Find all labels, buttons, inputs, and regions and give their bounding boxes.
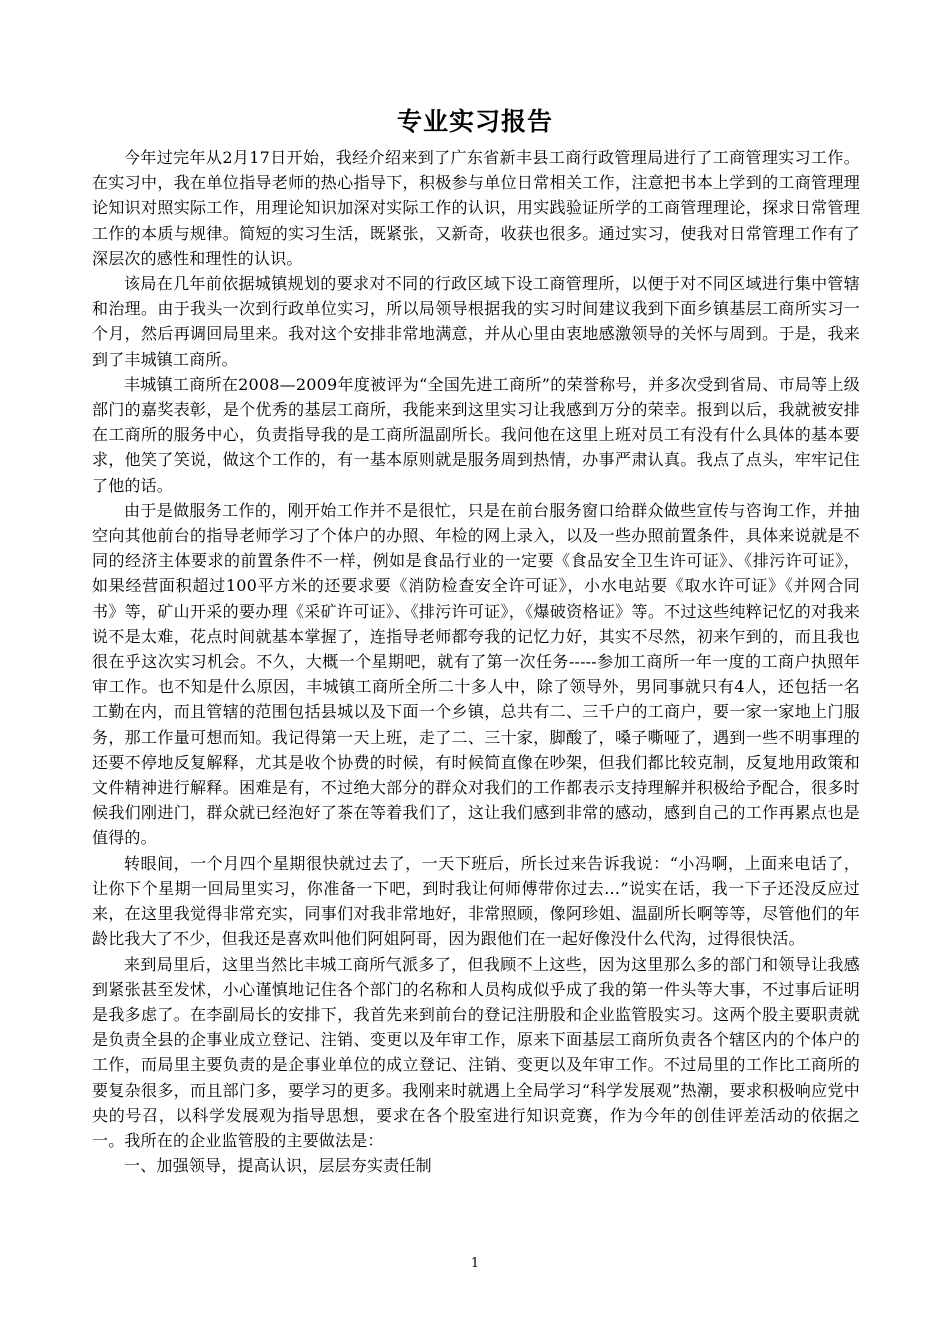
section-heading: 一、加强领导，提高认识，层层夯实责任制 [124,1156,432,1176]
document-body [92,145,860,1178]
paragraph-3: 丰城镇工商所在2008—2009年度被评为“全国先进工商所”的荣誉称号，并多次受到省局、市局等上级部门的嘉奖表彰，是个优秀的基层工商所，我能来到这里实习让我感到万分的荣幸。报到以后，我就被安排在工商所的服务中心，负责指导我的是工商所温副所长。我问他在这里上班对员工有没有什么具体的基本要求，他笑了笑说，做这个工作的，有一基本原则就是服务周到热情，办事严肃认真。我点了点头，牢牢记住了他的话。 [92,374,860,495]
paragraph-2: 该局在几年前依据城镇规划的要求对不同的行政区域下设工商管理所，以便于对不同区域进行集中管辖和治理。由于我头一次到行政单位实习，所以局领导根据我的实习时间建议我到下面乡镇基层工商所实习一个月，然后再调回局里来。我对这个安排非常地满意，并从心里由衷地感激领导的关怀与周到。于是，我来到了丰城镇工商所。 [92,274,860,369]
document-title: 专业实习报告 [396,107,553,136]
paragraph-5: 转眼间，一个月四个星期很快就过去了，一天下班后，所长过来告诉我说：“小冯啊，上面来电话了，让你下个星期一回局里实习，你准备一下吧，到时我让何师傅带你过去…”说实在话，我一下子还没反应过来，在这里我觉得非常充实，同事们对我非常地好，非常照顾，像阿珍姐、温副所长啊等等，尽管他们的年龄比我大了不少，但我还是喜欢叫他们阿姐阿哥，因为跟他们在一起好像没什么代沟，过得很快活。 [92,853,860,949]
paragraph-4: 由于是做服务工作的，刚开始工作并不是很忙，只是在前台服务窗口给群众做些宣传与咨询工作，并抽空向其他前台的指导老师学习了个体户的办照、年检的网上录入，以及一些办照前置条件，具体来说就是不同的经济主体要求的前置条件不一样，例如是食品行业的一定要《食品安全卫生许可证》、《排污许可证》，如果经营面积超过100平方米的还要求要《消防检查安全许可证》，小水电站要《取水许可证》《并网合同书》等，矿山开采的要办理《采矿许可证》、《排污许可证》，《爆破资格证》等。不过这些纯粹记忆的对我来说不是太难，花点时间就基本掌握了，连指导老师都夸我的记忆力好，其实不尽然，初来乍到的，而且我也很在乎这次实习机会。不久，大概一个星期吧，就有了第一次任务-----参加工商所一年一度的工商户执照年审工作。也不知是什么原因，丰城镇工商所全所二十多人中，除了领导外，男同事就只有4人，还包括一名工勤在内，而且管辖的范围包括县城以及下面一个乡镇，总共有二、三千户的工商户，要一家一家地上门服务，那工作量可想而知。我记得第一天上班，走了二、三十家，脚酸了，嗓子嘶哑了，遇到一些不明事理的还要不停地反复解释，尤其是收个协费的时候，有时候简直像在吵架，但我们都比较克制，反复地用政策和文件精神进行解释。困难是有，不过绝大部分的群众对我们的工作都表示支持理解并积极给予配合，很多时候我们刚进门，群众就已经泡好了茶在等着我们了，这让我们感到非常的感动，感到自己的工作再累点也是值得的。 [92,500,860,848]
paragraph-6: 来到局里后，这里当然比丰城工商所气派多了，但我顾不上这些，因为这里那么多的部门和领导让我感到紧张甚至发怵，小心谨慎地记住各个部门的名称和人员构成似乎成了我的第一件头等大事，不过事后证明是我多虑了。在李副局长的安排下，我首先来到前台的登记注册股和企业监管股实习。这两个股主要职责就是负责全县的企事业成立登记、注销、变更以及年审工作，原来下面基层工商所负责各个辖区内的个体户的工作，而局里主要负责的是企事业单位的成立登记、注销、变更以及年审工作。不过局里的工作比工商所的要复杂很多，而且部门多，要学习的更多。我刚来时就遇上全局学习“科学发展观”热潮，要求积极响应党中央的号召，以科学发展观为指导思想，要求在各个股室进行知识竞赛，作为今年的创佳评差活动的依据之一。我所在的企业监管股的主要做法是： [92,954,860,1150]
paragraph-1: 今年过完年从2月17日开始，我经介绍来到了广东省新丰县工商行政管理局进行了工商管理实习工作。在实习中，我在单位指导老师的热心指导下，积极参与单位日常相关工作，注意把书本上学到的工商管理理论知识对照实际工作，用理论知识加深对实际工作的认识，用实践验证所学的工商管理理论，探求日常管理工作的本质与规律。简短的实习生活，既紧张，又新奇，收获也很多。通过实习，使我对日常管理工作有了深层次的感性和理性的认识。 [92,148,860,268]
page-number: 1 [470,1256,480,1271]
